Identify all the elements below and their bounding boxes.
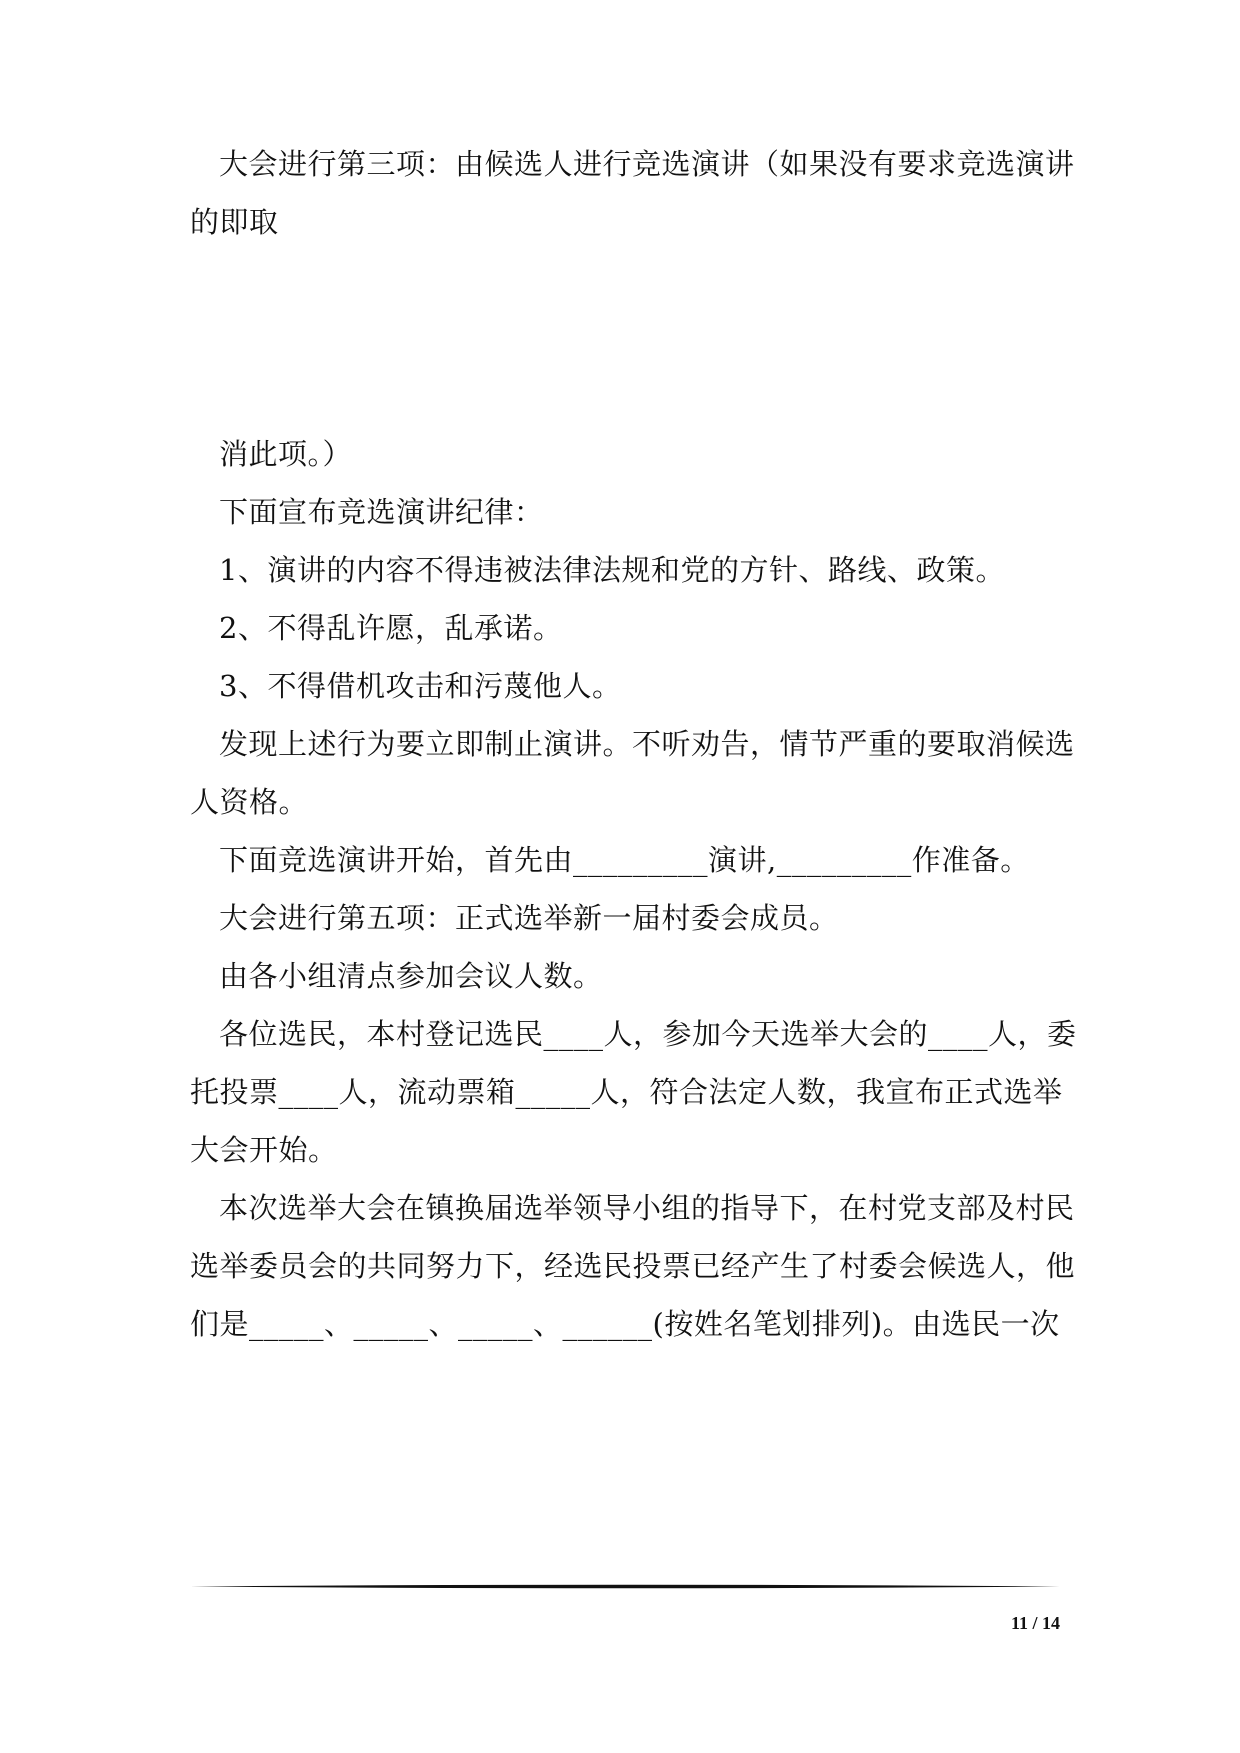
paragraph-line: 下面竞选演讲开始，首先由_________演讲,_________作准备。 [219, 843, 1030, 877]
paragraph-line: 下面宣布竞选演讲纪律： [219, 495, 544, 529]
paragraph-line: 发现上述行为要立即制止演讲。不听劝告，情节严重的要取消候选 [219, 727, 1075, 761]
paragraph-line: 各位选民，本村登记选民____人，参加今天选举大会的____人，委 [219, 1017, 1077, 1051]
paragraph-line: 大会进行第五项：正式选举新一届村委会成员。 [219, 901, 839, 935]
paragraph-line: 消此项。） [219, 437, 353, 471]
page-number: 11 / 14 [1010, 1613, 1060, 1633]
paragraph-line: 们是_____、_____、_____、______(按姓名笔划排列)。由选民一次 [190, 1307, 1060, 1341]
paragraph-line: 选举委员会的共同努力下，经选民投票已经产生了村委会候选人，他 [190, 1249, 1076, 1283]
paragraph-line: 本次选举大会在镇换届选举领导小组的指导下，在村党支部及村民 [219, 1191, 1075, 1225]
paragraph-line: 人资格。 [190, 785, 309, 819]
paragraph-line: 的即取 [190, 205, 279, 239]
footer-divider [190, 1584, 1060, 1589]
paragraph-line: 由各小组清点参加会议人数。 [219, 959, 603, 993]
list-item: 1、演讲的内容不得违被法律法规和党的方针、路线、政策。 [219, 553, 1005, 587]
paragraph-line: 大会进行第三项：由候选人进行竞选演讲（如果没有要求竞选演讲 [219, 147, 1075, 181]
paragraph-line: 大会开始。 [190, 1133, 338, 1167]
list-item: 3、不得借机攻击和污蔑他人。 [219, 669, 622, 703]
paragraph-line: 托投票____人，流动票箱_____人，符合法定人数，我宣布正式选举 [190, 1075, 1063, 1109]
list-item: 2、不得乱许愿，乱承诺。 [219, 611, 563, 645]
